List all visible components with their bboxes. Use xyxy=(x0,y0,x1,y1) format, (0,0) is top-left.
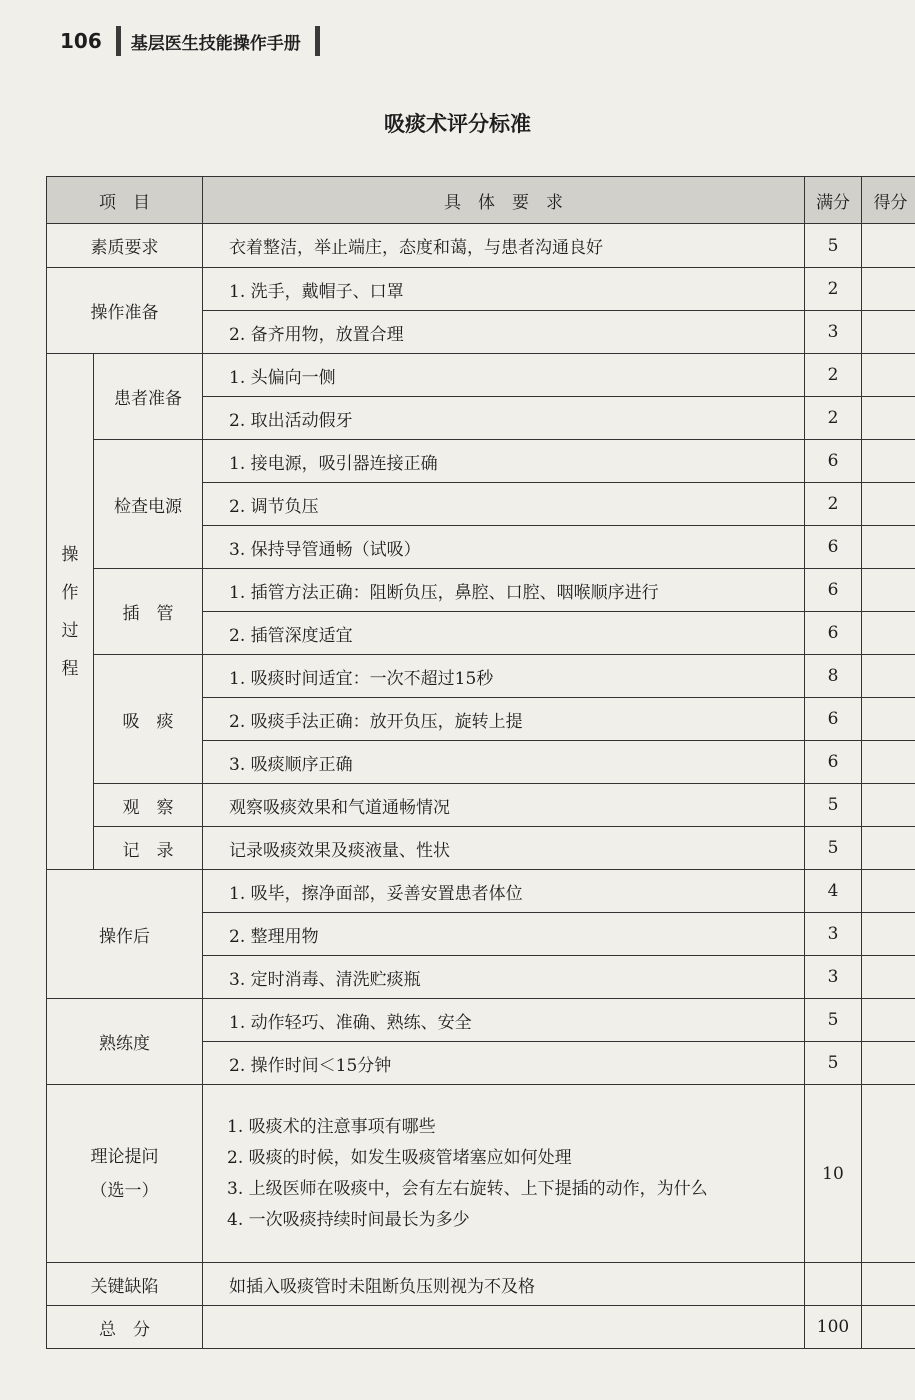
total-score-cell: 100 xyxy=(805,1306,862,1349)
score-cell xyxy=(862,440,915,483)
score-cell xyxy=(862,612,915,655)
req-cell: 1. 插管方法正确：阻断负压，鼻腔、口腔、咽喉顺序进行 xyxy=(203,569,805,612)
req-cell: 1. 吸痰时间适宜：一次不超过15秒 xyxy=(203,655,805,698)
req-cell: 2. 操作时间＜15分钟 xyxy=(203,1042,805,1085)
table-row xyxy=(47,827,915,870)
req-cell: 观察吸痰效果和气道通畅情况 xyxy=(203,784,805,827)
row-label-observe: 观 察 xyxy=(94,784,203,827)
header-divider xyxy=(116,26,121,56)
row-label-after: 操作后 xyxy=(47,870,203,999)
req-cell: 1. 头偏向一侧 xyxy=(203,354,805,397)
score-cell xyxy=(862,827,915,870)
theory-question: 2. 吸痰的时候，如发生吸痰管堵塞应如何处理 xyxy=(227,1147,572,1168)
full-score-cell: 3 xyxy=(805,956,862,999)
row-label-skill: 熟练度 xyxy=(47,999,203,1085)
score-cell xyxy=(862,397,915,440)
row-label-patient: 患者准备 xyxy=(94,354,203,440)
score-cell xyxy=(862,913,915,956)
table-row xyxy=(47,1306,915,1349)
table-row xyxy=(47,1085,915,1263)
row-label-theory xyxy=(47,1085,203,1263)
req-cell xyxy=(203,1306,805,1349)
req-cell: 1. 洗手，戴帽子、口罩 xyxy=(203,268,805,311)
row-label-total: 总 分 xyxy=(47,1306,203,1349)
score-cell xyxy=(862,311,915,354)
score-cell xyxy=(862,956,915,999)
theory-question: 1. 吸痰术的注意事项有哪些 xyxy=(227,1116,436,1137)
theory-question: 3. 上级医师在吸痰中，会有左右旋转、上下提插的动作，为什么 xyxy=(227,1178,708,1199)
table-row xyxy=(47,354,915,397)
req-cell: 3. 定时消毒、清洗贮痰瓶 xyxy=(203,956,805,999)
page-header xyxy=(60,24,320,58)
score-cell xyxy=(862,999,915,1042)
table-row xyxy=(47,440,915,483)
process-char-4: 程 xyxy=(61,658,79,679)
score-cell xyxy=(862,268,915,311)
table-row xyxy=(47,224,915,268)
book-title: 基层医生技能操作手册 xyxy=(130,33,301,54)
row-label-quality: 素质要求 xyxy=(47,224,203,268)
req-cell: 2. 调节负压 xyxy=(203,483,805,526)
process-char-1: 操 xyxy=(61,544,79,565)
full-score-cell: 5 xyxy=(805,784,862,827)
req-cell: 1. 接电源，吸引器连接正确 xyxy=(203,440,805,483)
scoring-table xyxy=(46,176,915,1349)
header-full-score: 满分 xyxy=(805,177,862,224)
req-cell: 2. 取出活动假牙 xyxy=(203,397,805,440)
full-score-cell: 2 xyxy=(805,483,862,526)
table-row xyxy=(47,1263,915,1306)
score-cell xyxy=(862,1263,915,1306)
full-score-cell: 10 xyxy=(805,1085,862,1263)
table-row xyxy=(47,655,915,698)
table-row xyxy=(47,784,915,827)
header-item: 项 目 xyxy=(47,177,203,224)
full-score-cell: 8 xyxy=(805,655,862,698)
req-cell: 记录吸痰效果及痰液量、性状 xyxy=(203,827,805,870)
table-row xyxy=(47,268,915,311)
req-cell: 2. 吸痰手法正确：放开负压，旋转上提 xyxy=(203,698,805,741)
row-label-power: 检查电源 xyxy=(94,440,203,569)
req-cell: 2. 备齐用物，放置合理 xyxy=(203,311,805,354)
theory-questions xyxy=(203,1085,805,1263)
header-divider-end xyxy=(315,26,320,56)
score-cell xyxy=(862,1042,915,1085)
full-score-cell: 2 xyxy=(805,397,862,440)
header-requirement: 具 体 要 求 xyxy=(203,177,805,224)
process-char-2: 作 xyxy=(61,582,79,603)
full-score-cell: 5 xyxy=(805,224,862,268)
full-score-cell: 5 xyxy=(805,827,862,870)
req-cell: 3. 吸痰顺序正确 xyxy=(203,741,805,784)
score-cell xyxy=(862,784,915,827)
table-title: 吸痰术评分标准 xyxy=(384,112,531,136)
req-cell: 1. 动作轻巧、准确、熟练、安全 xyxy=(203,999,805,1042)
full-score-cell: 6 xyxy=(805,741,862,784)
theory-question: 4. 一次吸痰持续时间最长为多少 xyxy=(227,1209,470,1230)
score-cell xyxy=(862,655,915,698)
full-score-cell: 2 xyxy=(805,354,862,397)
full-score-cell: 6 xyxy=(805,526,862,569)
full-score-cell: 6 xyxy=(805,440,862,483)
score-cell xyxy=(862,698,915,741)
score-cell xyxy=(862,1306,915,1349)
full-score-cell: 2 xyxy=(805,268,862,311)
full-score-cell: 3 xyxy=(805,913,862,956)
req-cell: 3. 保持导管通畅（试吸） xyxy=(203,526,805,569)
score-cell xyxy=(862,354,915,397)
process-char-3: 过 xyxy=(61,620,79,641)
score-cell xyxy=(862,870,915,913)
table-header-row xyxy=(47,177,915,224)
page-number: 106 xyxy=(60,29,102,53)
score-cell xyxy=(862,569,915,612)
row-label-prep: 操作准备 xyxy=(47,268,203,354)
row-label-key: 关键缺陷 xyxy=(47,1263,203,1306)
full-score-cell: 5 xyxy=(805,999,862,1042)
score-cell xyxy=(862,741,915,784)
full-score-cell: 4 xyxy=(805,870,862,913)
table-row xyxy=(47,870,915,913)
req-cell: 如插入吸痰管时未阻断负压则视为不及格 xyxy=(203,1263,805,1306)
score-cell xyxy=(862,224,915,268)
row-label-record: 记 录 xyxy=(94,827,203,870)
req-cell: 2. 插管深度适宜 xyxy=(203,612,805,655)
header-score: 得分 xyxy=(862,177,915,224)
score-cell xyxy=(862,1085,915,1263)
full-score-cell xyxy=(805,1263,862,1306)
full-score-cell: 6 xyxy=(805,569,862,612)
table-row xyxy=(47,569,915,612)
full-score-cell: 6 xyxy=(805,698,862,741)
row-label-suction: 吸 痰 xyxy=(94,655,203,784)
theory-label: 理论提问 xyxy=(90,1146,159,1167)
score-cell xyxy=(862,526,915,569)
row-label-intubate: 插 管 xyxy=(94,569,203,655)
score-cell xyxy=(862,483,915,526)
req-cell: 2. 整理用物 xyxy=(203,913,805,956)
req-cell: 1. 吸毕，擦净面部，妥善安置患者体位 xyxy=(203,870,805,913)
full-score-cell: 3 xyxy=(805,311,862,354)
row-label-process xyxy=(47,354,94,870)
full-score-cell: 6 xyxy=(805,612,862,655)
req-cell: 衣着整洁，举止端庄，态度和蔼，与患者沟通良好 xyxy=(203,224,805,268)
full-score-cell: 5 xyxy=(805,1042,862,1085)
table-row xyxy=(47,999,915,1042)
theory-label-note: （选一） xyxy=(90,1180,159,1201)
